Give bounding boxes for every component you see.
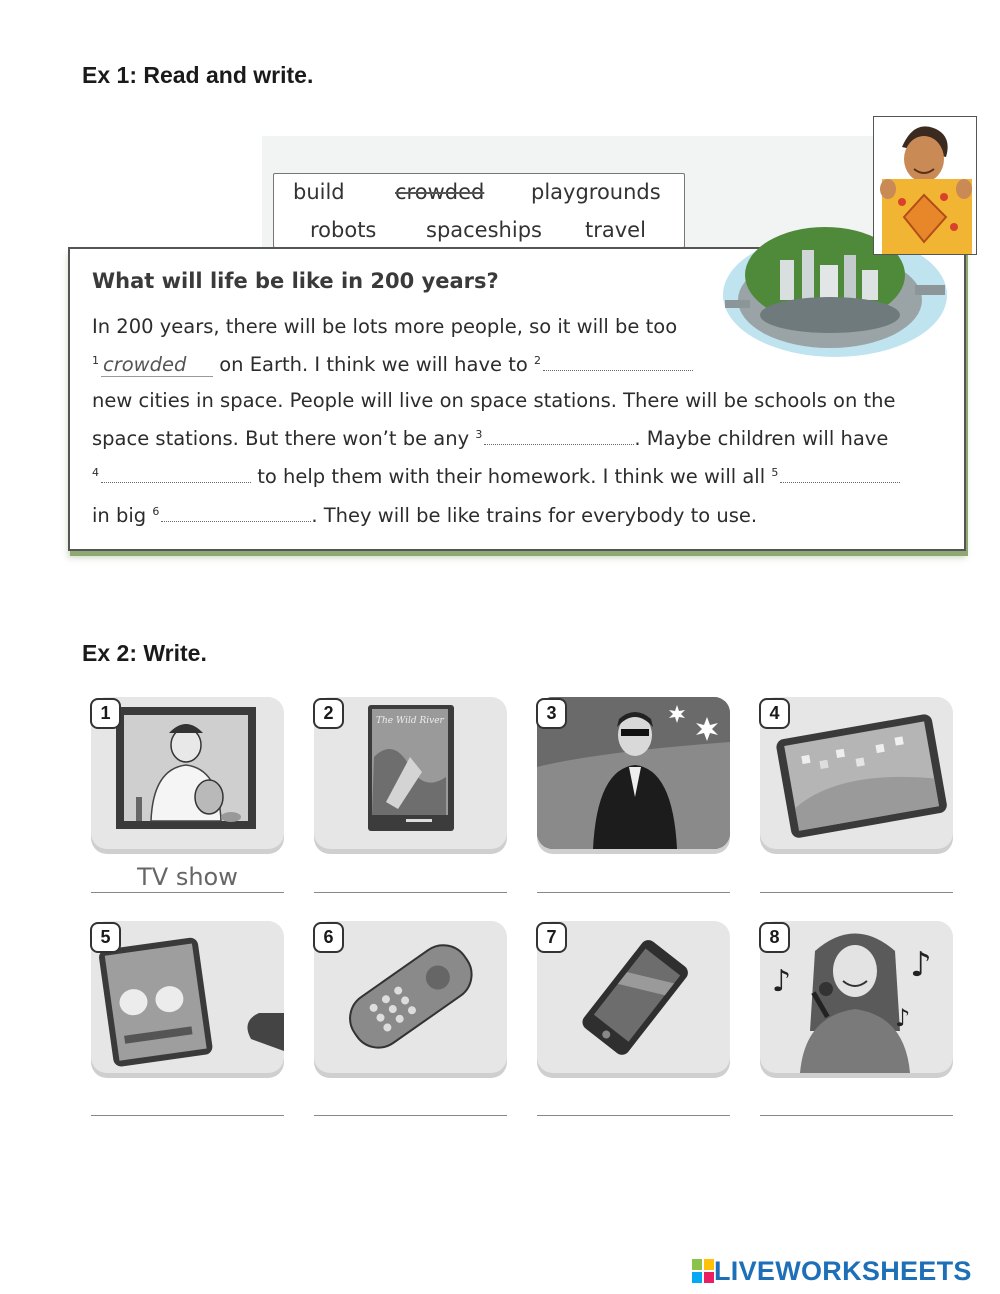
- text-line-4-content: space stations. But there won’t be any: [92, 427, 470, 450]
- answer-blank-5[interactable]: [780, 466, 900, 483]
- text-line-6: [92, 504, 757, 527]
- item-number-8: 8: [759, 922, 790, 953]
- word-playgrounds: playgrounds: [531, 180, 661, 204]
- boy-with-drawing-picture: [873, 116, 977, 255]
- answer-line-8[interactable]: [760, 1085, 953, 1116]
- answer-line-1[interactable]: TV show: [91, 862, 284, 893]
- word-build: build: [293, 180, 345, 204]
- item-number-3: 3: [536, 698, 567, 729]
- svg-text:♪: ♪: [910, 945, 932, 985]
- logo-text: LIVEWORKSHEETS: [714, 1255, 972, 1286]
- answer-blank-4[interactable]: [101, 466, 251, 483]
- answer-line-2[interactable]: [314, 862, 507, 893]
- answer-line-5[interactable]: [91, 1085, 284, 1116]
- word-travel: travel: [585, 218, 646, 242]
- answer-blank-6[interactable]: [161, 505, 311, 522]
- exercise-2-heading: Ex 2: Write.: [82, 640, 207, 666]
- text-line-2: [92, 353, 693, 377]
- text-line-3-content: new cities in space. People will live on space stations. There will be schools on the: [92, 389, 896, 412]
- blank-number-1: 1: [92, 353, 99, 367]
- liveworksheets-logo-icon: [692, 1259, 714, 1283]
- text-line-3: [92, 389, 896, 412]
- word-crowded: crowded: [395, 180, 485, 204]
- word-spaceships: spaceships: [426, 218, 542, 242]
- svg-text:♪: ♪: [772, 964, 792, 999]
- text-line-1-content: In 200 years, there will be lots more people, so it will be too: [92, 315, 678, 338]
- blank-number-3: 3: [475, 427, 483, 441]
- item-number-6: 6: [313, 922, 344, 953]
- text-line-5-content: to help them with their homework. I think we will all: [257, 465, 766, 488]
- answer-line-3[interactable]: [537, 862, 730, 893]
- blank-number-4: 4: [92, 465, 99, 479]
- text-line-6-end: . They will be like trains for everybody to use.: [311, 504, 758, 527]
- exercise-1-heading: Ex 1: Read and write.: [82, 62, 314, 88]
- item-number-2: 2: [313, 698, 344, 729]
- answer-blank-1[interactable]: crowded: [101, 353, 213, 377]
- answer-line-6[interactable]: [314, 1085, 507, 1116]
- item-number-1: 1: [90, 698, 121, 729]
- svg-text:♪: ♪: [895, 1004, 911, 1032]
- text-line-6-content: in big: [92, 504, 147, 527]
- blank-number-6: 6: [152, 504, 160, 518]
- answer-line-7[interactable]: [537, 1085, 730, 1116]
- item-number-5: 5: [90, 922, 121, 953]
- reading-title: What will life be like in 200 years?: [92, 269, 499, 293]
- answer-blank-2[interactable]: [543, 354, 693, 371]
- text-line-4: [92, 427, 888, 450]
- text-line-5: [92, 465, 900, 488]
- text-line-4-end: . Maybe children will have: [634, 427, 889, 450]
- answer-blank-3[interactable]: [484, 428, 634, 445]
- boy-drawing-icon: [874, 117, 976, 254]
- dvd-title: The Wild River: [376, 716, 444, 726]
- text-line-2-content: on Earth. I think we will have to: [219, 353, 528, 376]
- text-line-1: [92, 315, 677, 338]
- liveworksheets-logo: [692, 1256, 972, 1286]
- item-number-7: 7: [536, 922, 567, 953]
- item-number-4: 4: [759, 698, 790, 729]
- answer-line-4[interactable]: [760, 862, 953, 893]
- word-robots: robots: [310, 218, 377, 242]
- blank-number-5: 5: [771, 465, 779, 479]
- word-bank: [273, 173, 685, 248]
- blank-number-2: 2: [533, 353, 541, 367]
